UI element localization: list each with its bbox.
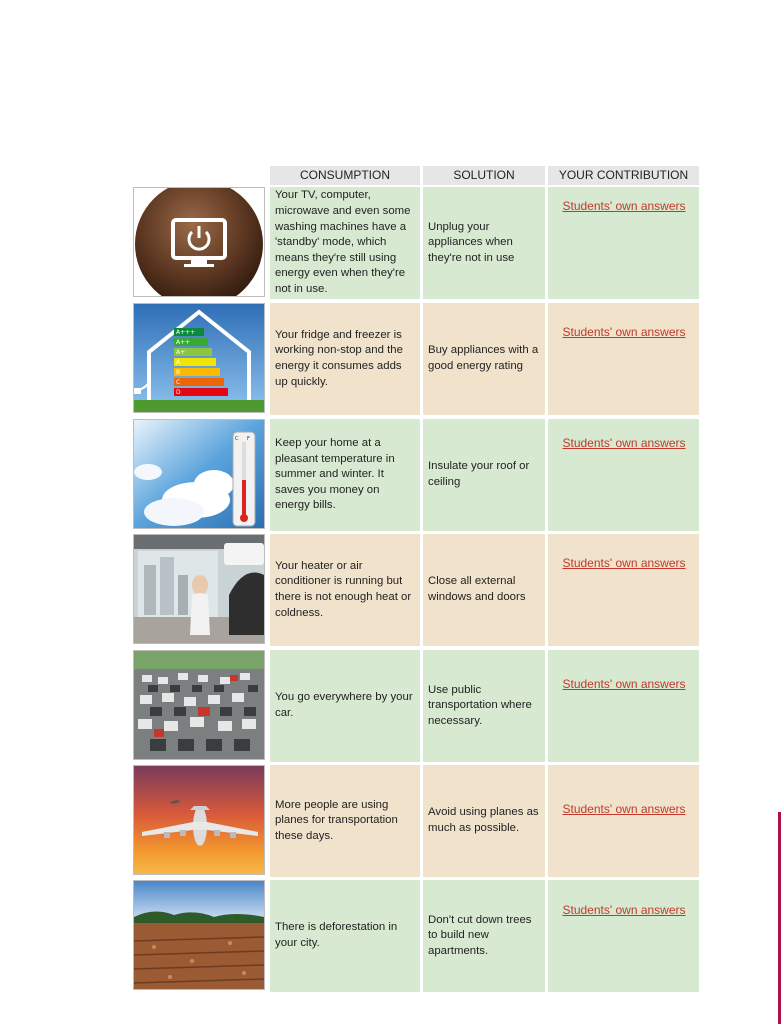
thermometer-label: F (247, 436, 250, 442)
energy-label: B (176, 369, 181, 376)
header-consumption: CONSUMPTION (270, 166, 420, 185)
consumption-cell: Keep your home at a pleasant temperature in summer and winter. It saves you money on energy bills. (270, 419, 420, 531)
table-row (133, 303, 699, 415)
solution-cell: Unplug your appliances when they're not in use (423, 187, 545, 299)
table-row (133, 534, 699, 646)
solution-cell: Buy appliances with a good energy rating (423, 303, 545, 415)
students-answer-link[interactable]: Students' own answers (562, 802, 686, 816)
contribution-cell (548, 534, 699, 646)
energy-label: C (176, 379, 181, 386)
energy-label: A+ (176, 349, 186, 356)
students-answer-link[interactable]: Students' own answers (562, 903, 686, 917)
header-solution: SOLUTION (423, 166, 545, 185)
solution-cell: Use public transportation where necessary. (423, 650, 545, 762)
solution-cell: Don't cut down trees to build new apartments. (423, 880, 545, 992)
students-answer-link[interactable]: Students' own answers (562, 199, 686, 213)
table-row (133, 880, 699, 992)
consumption-cell: More people are using planes for transportation these days. (270, 765, 420, 877)
energy-label: A++ (176, 339, 191, 346)
consumption-cell: Your fridge and freezer is working non-stop and the energy it consumes adds up quickly. (270, 303, 420, 415)
contribution-cell (548, 419, 699, 531)
contribution-cell (548, 303, 699, 415)
consumption-cell: There is deforestation in your city. (270, 880, 420, 992)
contribution-cell (548, 187, 699, 299)
table-row (133, 187, 699, 299)
consumption-cell: You go everywhere by your car. (270, 650, 420, 762)
air-conditioner-window-icon (133, 534, 265, 644)
table-row (133, 419, 699, 531)
contribution-cell (548, 880, 699, 992)
solution-cell: Close all external windows and doors (423, 534, 545, 646)
solution-cell: Insulate your roof or ceiling (423, 419, 545, 531)
consumption-cell: Your heater or air conditioner is running but there is not enough heat or coldness. (270, 534, 420, 646)
table-row (133, 650, 699, 762)
students-answer-link[interactable]: Students' own answers (562, 325, 686, 339)
table-row (133, 765, 699, 877)
solution-cell: Avoid using planes as much as possible. (423, 765, 545, 877)
deforestation-field-icon (133, 880, 265, 990)
header-contribution: YOUR CONTRIBUTION (548, 166, 699, 185)
thermometer-sky-icon (133, 419, 265, 529)
energy-rating-house-icon (133, 303, 265, 413)
traffic-jam-icon (133, 650, 265, 760)
energy-label: A (176, 359, 181, 366)
tv-power-icon (133, 187, 265, 297)
airplane-sunset-icon (133, 765, 265, 875)
contribution-cell (548, 765, 699, 877)
energy-label: D (176, 389, 181, 396)
thermometer-label: C (235, 436, 239, 442)
energy-label: A+++ (176, 329, 196, 336)
students-answer-link[interactable]: Students' own answers (562, 556, 686, 570)
students-answer-link[interactable]: Students' own answers (562, 436, 686, 450)
contribution-cell (548, 650, 699, 762)
students-answer-link[interactable]: Students' own answers (562, 677, 686, 691)
consumption-cell: Your TV, computer, microwave and even some washing machines have a 'standby' mode, which means they're still using energy even when they're not in use. (270, 187, 420, 299)
